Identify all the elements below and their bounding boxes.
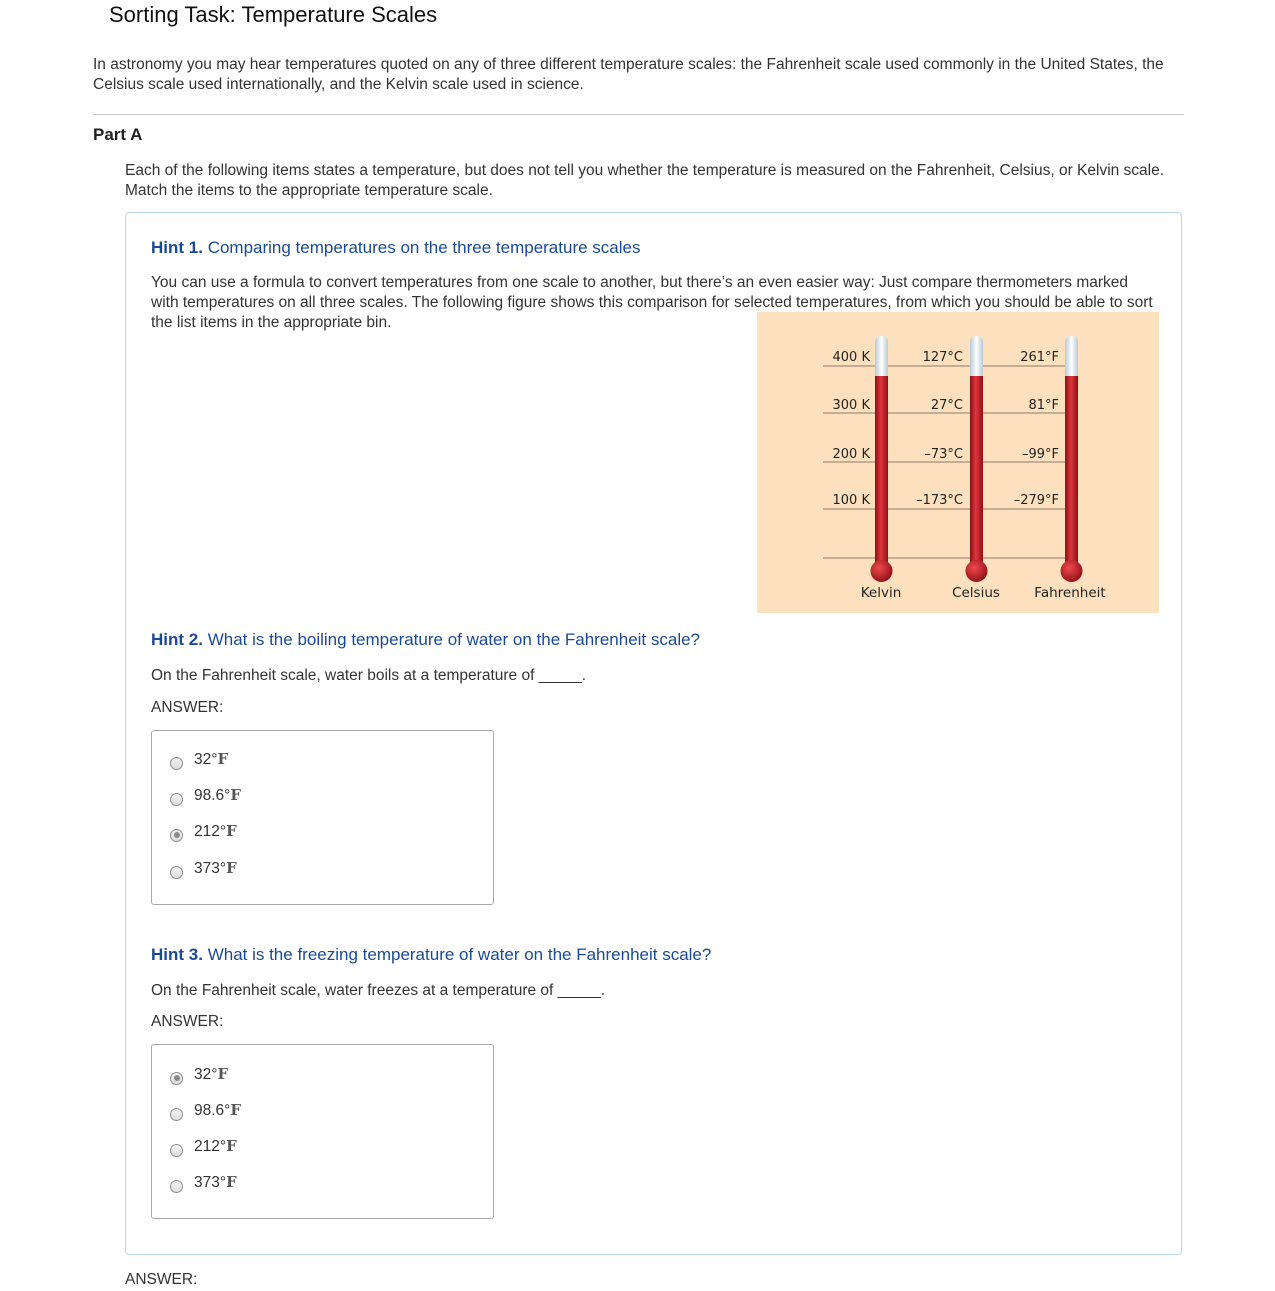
radio-button[interactable]: [170, 1108, 183, 1121]
radio-button[interactable]: [170, 793, 183, 806]
option-label: 98.6°F: [194, 1100, 242, 1119]
hint-2-option-373[interactable]: [170, 857, 237, 879]
hint-2-choices: [151, 730, 494, 905]
hint-2-heading[interactable]: [151, 630, 700, 650]
hint-3-option-32[interactable]: [170, 1063, 228, 1085]
thermometer-figure: [757, 312, 1159, 613]
final-answer-label: ANSWER:: [125, 1271, 198, 1288]
hint-3-option-373[interactable]: [170, 1171, 237, 1193]
radio-button[interactable]: [170, 1144, 183, 1157]
fahrenheit-scale-name: Fahrenheit: [1034, 585, 1106, 601]
fahrenheit-label-neg279: –279°F: [1013, 493, 1059, 508]
celsius-scale-name: Celsius: [952, 585, 1000, 601]
hint-2-title: What is the boiling temperature of water on the Fahrenheit scale?: [207, 630, 701, 649]
fahrenheit-thermometer: [1061, 336, 1083, 582]
part-instructions: Each of the following items states a temperature, but does not tell you whether the temperature is measured on the Fahrenheit, Celsius, or Kelvin scale. Match the items to the appropriate temperature scale.: [125, 162, 1165, 199]
part-label: Part A: [93, 125, 143, 144]
hint-2-answer-label: ANSWER:: [151, 699, 224, 716]
hint-2-option-212[interactable]: [170, 820, 237, 842]
divider: [93, 114, 1184, 115]
radio-button-selected[interactable]: [170, 829, 183, 842]
intro-text: In astronomy you may hear temperatures quoted on any of three different temperature scales: the Fahrenheit scale used commonly in the United States, the Celsius scale used internationally, and the Kelvin scale used in science.: [93, 56, 1164, 93]
option-label: 373°F: [194, 858, 237, 877]
hint-3-choices: [151, 1044, 494, 1219]
hint-3-text: On the Fahrenheit scale, water freezes at a temperature of _____.: [151, 982, 606, 999]
option-label: 98.6°F: [194, 785, 242, 804]
kelvin-label-100: 100 K: [832, 493, 870, 508]
celsius-label-neg173: –173°C: [916, 493, 963, 508]
hint-2-text: On the Fahrenheit scale, water boils at a temperature of _____.: [151, 667, 587, 684]
radio-button-selected[interactable]: [170, 1072, 183, 1085]
radio-button[interactable]: [170, 757, 183, 770]
kelvin-thermometer: [871, 336, 893, 582]
kelvin-label-300: 300 K: [832, 398, 870, 413]
option-label: 373°F: [194, 1172, 237, 1191]
kelvin-label-400: 400 K: [832, 350, 870, 365]
fahrenheit-label-261: 261°F: [1020, 350, 1059, 365]
hint-1-heading[interactable]: [151, 238, 640, 258]
celsius-label-127: 127°C: [922, 350, 963, 365]
option-label: 212°F: [194, 821, 237, 840]
kelvin-scale-name: Kelvin: [860, 585, 902, 601]
hint-3-title: What is the freezing temperature of water on the Fahrenheit scale?: [207, 945, 712, 964]
fahrenheit-label-neg99: –99°F: [1021, 447, 1059, 462]
hint-1-title: Comparing temperatures on the three temperature scales: [207, 238, 641, 257]
hint-3-heading[interactable]: [151, 945, 711, 965]
celsius-thermometer: [966, 336, 988, 582]
celsius-label-27: 27°C: [930, 398, 963, 413]
page-title: Sorting Task: Temperature Scales: [109, 2, 438, 27]
hint-1-text: You can use a formula to convert temperatures from one scale to another, but there’s an even easier way: Just compare thermometers marked with temperatures on all three scales. The following figure shows this comparison for selected temperatures, from which you should be able to sort the list items in the appropriate bin.: [151, 274, 1153, 331]
option-label: 32°F: [194, 749, 229, 768]
celsius-label-neg73: –73°C: [924, 447, 963, 462]
fahrenheit-label-81: 81°F: [1028, 398, 1059, 413]
hint-2-option-32[interactable]: [170, 748, 228, 770]
radio-button[interactable]: [170, 1180, 183, 1193]
hint-1-number: Hint 1.: [151, 238, 203, 257]
kelvin-label-200: 200 K: [832, 447, 870, 462]
hint-3-option-98-6[interactable]: [170, 1099, 241, 1121]
hint-3-answer-label: ANSWER:: [151, 1013, 224, 1030]
option-label: 32°F: [194, 1064, 229, 1083]
radio-button[interactable]: [170, 866, 183, 879]
hint-2-number: Hint 2.: [151, 630, 203, 649]
hint-2-option-98-6[interactable]: [170, 784, 241, 806]
option-label: 212°F: [194, 1136, 237, 1155]
hint-3-option-212[interactable]: [170, 1135, 237, 1157]
thermometer-svg: [757, 312, 1159, 613]
hint-3-number: Hint 3.: [151, 945, 203, 964]
